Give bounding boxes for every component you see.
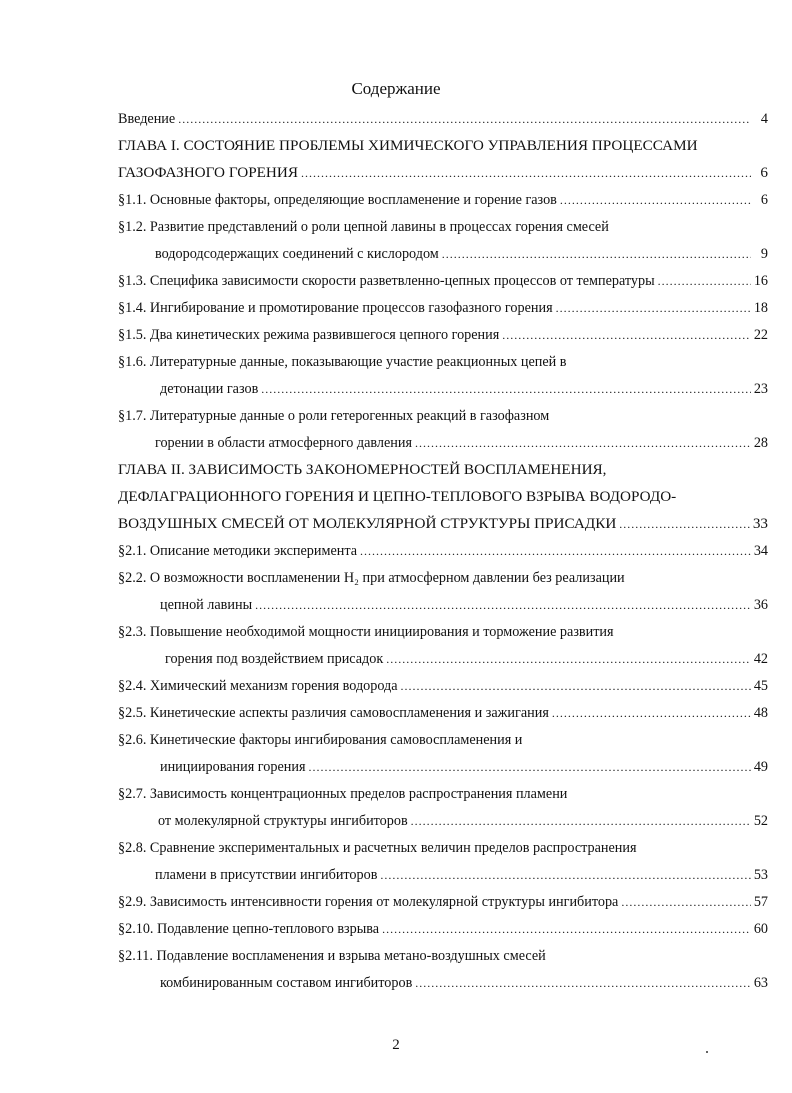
toc-entry-text: §1.6. Литературные данные, показывающие участие реакционных цепей в bbox=[118, 354, 567, 370]
toc-entry-text: горения под воздействием присадок bbox=[165, 651, 384, 667]
toc-entry-page: 42 bbox=[753, 651, 768, 667]
dot-leader bbox=[255, 594, 751, 616]
toc-entry-text: ДЕФЛАГРАЦИОННОГО ГОРЕНИЯ И ЦЕПНО-ТЕПЛОВОГО ВЗРЫВА ВОДОРОДО- bbox=[118, 488, 677, 505]
toc-entry[interactable] bbox=[160, 972, 768, 994]
toc-entry-text: от молекулярной структуры ингибиторов bbox=[158, 813, 408, 829]
dot-leader bbox=[658, 270, 751, 292]
toc-entry-text: §2.11. Подавление воспламенения и взрыва метано-воздушных смесей bbox=[118, 948, 546, 964]
dot-leader bbox=[560, 189, 751, 211]
dot-leader bbox=[556, 297, 751, 319]
toc-entry-text: инициирования горения bbox=[160, 759, 306, 775]
toc-entry[interactable] bbox=[118, 216, 609, 238]
toc-entry[interactable] bbox=[155, 864, 768, 886]
toc-entry-text: комбинированным составом ингибиторов bbox=[160, 975, 413, 991]
toc-entry-text: ГАЗОФАЗНОГО ГОРЕНИЯ bbox=[118, 164, 298, 181]
toc-entry[interactable] bbox=[118, 729, 522, 751]
toc-entry[interactable] bbox=[118, 324, 768, 346]
page-title: Содержание bbox=[351, 79, 441, 98]
dot-leader bbox=[360, 540, 751, 562]
toc-entry[interactable] bbox=[118, 513, 768, 535]
toc-entry-page: 48 bbox=[753, 705, 768, 721]
toc-entry-text: §2.4. Химический механизм горения водорода bbox=[118, 678, 398, 694]
toc-entry-text: ГЛАВА II. ЗАВИСИМОСТЬ ЗАКОНОМЕРНОСТЕЙ ВОСПЛАМЕНЕНИЯ, bbox=[118, 461, 607, 478]
toc-entry-text: §1.4. Ингибирование и промотирование процессов газофазного горения bbox=[118, 300, 553, 316]
toc-entry-page: 4 bbox=[760, 111, 768, 127]
toc-entry[interactable] bbox=[118, 702, 768, 724]
toc-entry[interactable] bbox=[160, 378, 768, 400]
toc-entry-page: 23 bbox=[753, 381, 768, 397]
toc-entry-text: Введение bbox=[118, 111, 176, 127]
toc-entry-text: детонации газов bbox=[160, 381, 259, 397]
dot-leader bbox=[442, 243, 751, 265]
toc-entry[interactable] bbox=[160, 756, 768, 778]
page-number: 2 bbox=[392, 1037, 400, 1053]
toc-entry[interactable] bbox=[158, 810, 768, 832]
toc-entry-text: §1.1. Основные факторы, определяющие воспламенение и горение газов bbox=[118, 192, 557, 208]
toc-entry[interactable] bbox=[118, 189, 768, 211]
toc-entry-page: 18 bbox=[753, 300, 768, 316]
dot-leader bbox=[621, 891, 750, 913]
toc-entry[interactable] bbox=[118, 405, 549, 427]
toc-entry[interactable] bbox=[118, 675, 768, 697]
dot-leader bbox=[552, 702, 751, 724]
toc-entry-page: 33 bbox=[752, 515, 768, 532]
toc-entry[interactable] bbox=[118, 945, 546, 967]
toc-entry-page: 60 bbox=[753, 921, 768, 937]
dot-leader bbox=[502, 324, 751, 346]
toc-entry[interactable] bbox=[118, 540, 768, 562]
dot-leader bbox=[308, 756, 750, 778]
toc-entry-text: §2.2. О возможности воспламенении H₂ при атмосферном давлении без реализации bbox=[118, 570, 625, 586]
dot-leader bbox=[380, 864, 750, 886]
toc-entry-text: §1.2. Развитие представлений о роли цепной лавины в процессах горения смесей bbox=[118, 219, 609, 235]
toc-entry-text: §1.3. Специфика зависимости скорости разветвленно-цепных процессов от температуры bbox=[118, 273, 655, 289]
dot-leader bbox=[411, 810, 751, 832]
dot-leader bbox=[415, 432, 751, 454]
toc-entry-text: ГЛАВА I. СОСТОЯНИЕ ПРОБЛЕМЫ ХИМИЧЕСКОГО УПРАВЛЕНИЯ ПРОЦЕССАМИ bbox=[118, 137, 698, 154]
toc-entry-text: §2.3. Повышение необходимой мощности инициирования и торможение развития bbox=[118, 624, 614, 640]
toc-entry-text: §2.9. Зависимость интенсивности горения от молекулярной структуры ингибитора bbox=[118, 894, 619, 910]
toc-entry[interactable] bbox=[118, 351, 567, 373]
toc-entry-text: водородсодержащих соединений с кислородом bbox=[155, 246, 439, 262]
toc-entry-page: 45 bbox=[753, 678, 768, 694]
toc-entry[interactable] bbox=[118, 162, 768, 184]
toc-entry-text: §2.8. Сравнение экспериментальных и расчетных величин пределов распространения bbox=[118, 840, 637, 856]
toc-entry-text: §2.6. Кинетические факторы ингибирования самовоспламенения и bbox=[118, 732, 523, 748]
toc-chapter-heading[interactable] bbox=[118, 135, 698, 157]
dot-leader bbox=[301, 162, 751, 184]
toc-entry-text: пламени в присутствии ингибиторов bbox=[155, 867, 378, 883]
toc-entry-text: §2.5. Кинетические аспекты различия самовоспламенения и зажигания bbox=[118, 705, 549, 721]
toc-chapter-heading[interactable] bbox=[118, 486, 676, 508]
toc-entry-text: §1.5. Два кинетических режима развившегося цепного горения bbox=[118, 327, 500, 343]
toc-entry[interactable] bbox=[118, 270, 768, 292]
toc-entry-page: 9 bbox=[760, 246, 768, 262]
toc-chapter-heading[interactable] bbox=[118, 459, 606, 481]
toc-entry[interactable] bbox=[118, 918, 768, 940]
toc-entry-text: §2.7. Зависимость концентрационных пределов распространения пламени bbox=[118, 786, 568, 802]
toc-entry[interactable] bbox=[118, 108, 768, 130]
dot-leader bbox=[415, 972, 751, 994]
toc-entry-text: §2.10. Подавление цепно-теплового взрыва bbox=[118, 921, 380, 937]
dot-leader bbox=[386, 648, 751, 670]
toc-entry[interactable] bbox=[160, 594, 768, 616]
toc-entry-page: 28 bbox=[753, 435, 768, 451]
toc-entry-text: §2.1. Описание методики эксперимента bbox=[118, 543, 358, 559]
scan-speck bbox=[706, 1051, 708, 1053]
dot-leader bbox=[261, 378, 751, 400]
toc-entry[interactable] bbox=[118, 783, 567, 805]
toc-entry-page: 34 bbox=[753, 543, 768, 559]
toc-entry[interactable] bbox=[155, 243, 768, 265]
toc-entry-page: 22 bbox=[753, 327, 768, 343]
toc-entry-page: 36 bbox=[753, 597, 768, 613]
toc-entry[interactable] bbox=[118, 567, 625, 589]
toc-entry-text: цепной лавины bbox=[160, 597, 253, 613]
toc-entry-text: ВОЗДУШНЫХ СМЕСЕЙ ОТ МОЛЕКУЛЯРНОЙ СТРУКТУРЫ ПРИСАДКИ bbox=[118, 515, 617, 532]
dot-leader bbox=[619, 513, 750, 535]
toc-entry[interactable] bbox=[165, 648, 768, 670]
toc-entry[interactable] bbox=[118, 891, 768, 913]
toc-entry-text: горении в области атмосферного давления bbox=[155, 435, 413, 451]
dot-leader bbox=[401, 675, 751, 697]
dot-leader bbox=[382, 918, 751, 940]
toc-entry-page: 16 bbox=[753, 273, 768, 289]
toc-entry-text: §1.7. Литературные данные о роли гетерогенных реакций в газофазном bbox=[118, 408, 550, 424]
dot-leader bbox=[178, 108, 751, 130]
toc-entry[interactable] bbox=[118, 297, 768, 319]
toc-entry[interactable] bbox=[155, 432, 768, 454]
toc-entry-page: 6 bbox=[760, 164, 768, 181]
toc-entry-page: 52 bbox=[753, 813, 768, 829]
toc-entry-page: 57 bbox=[753, 894, 768, 910]
toc-entry[interactable] bbox=[118, 837, 636, 859]
toc-entry-page: 63 bbox=[753, 975, 768, 991]
toc-entry-page: 49 bbox=[753, 759, 768, 775]
toc-entry-page: 6 bbox=[760, 192, 768, 208]
toc-entry[interactable] bbox=[118, 621, 614, 643]
toc-entry-page: 53 bbox=[753, 867, 768, 883]
